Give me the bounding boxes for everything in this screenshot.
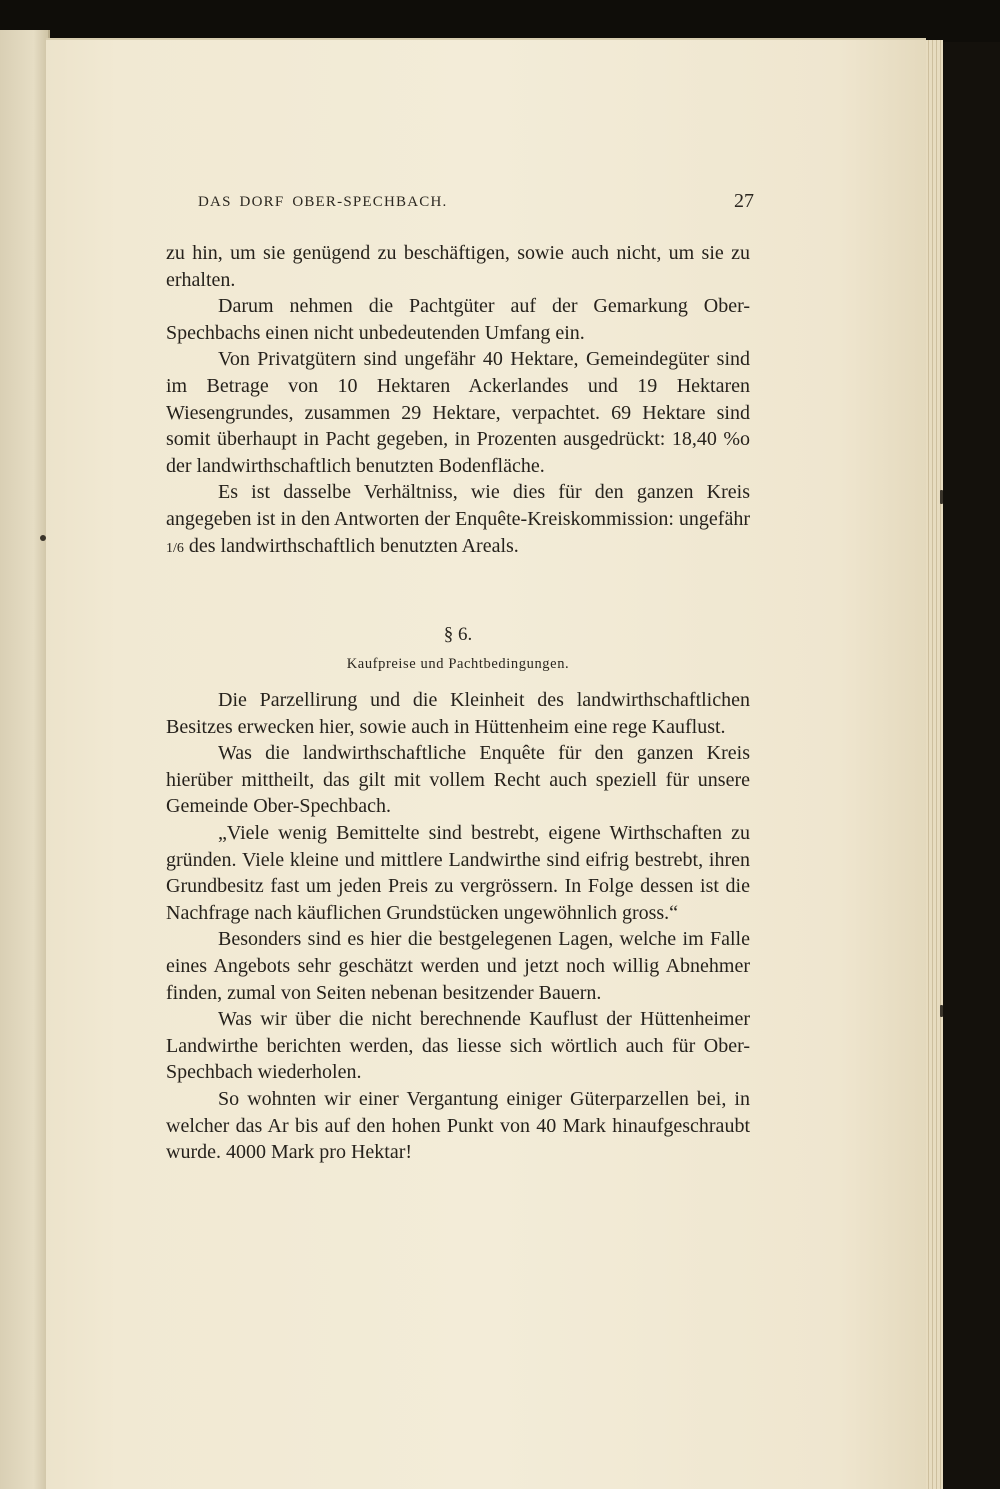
paragraph — [166, 479, 750, 562]
paragraph: So wohnten wir einer Vergantung einiger Güterparzellen bei, in welcher das Ar bis auf den hohen Punkt von 40 Mark hinaufgeschraubt wurde. 4000 Mark pro Hektar! — [166, 1087, 750, 1164]
running-title: DAS DORF OBER-SPECHBACH. — [198, 194, 448, 210]
scan-background-top — [0, 0, 1000, 42]
paragraph-text: Es ist dasselbe Verhältniss, wie dies für den ganzen Kreis angegeben ist in den Antworten der Enquête-Kreiskommission: ungefähr — [166, 481, 750, 530]
text-block-upper — [166, 240, 750, 562]
section-title: Kaufpreise und Pachtbedingungen. — [346, 656, 570, 672]
paper-speck — [940, 1005, 943, 1017]
running-head — [168, 190, 754, 218]
paper-speck — [40, 535, 46, 541]
paper-speck — [940, 490, 943, 504]
section-number: § 6. — [443, 624, 473, 645]
paragraph: „Viele wenig Bemittelte sind bestrebt, eigene Wirthschaften zu gründen. Viele kleine und mittlere Landwirthe sind eifrig bestrebt, ihren Grundbesitz fast um jeden Preis zu vergrössern. In Folge dessen ist die Nachfrage nach käuflichen Grundstücken ungewöhnlich gross.“ — [166, 821, 750, 924]
previous-page-edge — [0, 30, 50, 1489]
text-block-lower — [166, 687, 750, 1166]
paragraph: zu hin, um sie genügend zu beschäftigen, sowie auch nicht, um sie zu erhalten. — [166, 242, 750, 291]
paragraph: Die Parzellirung und die Kleinheit des landwirthschaftlichen Besitzes erwecken hier, sowie auch in Hüttenheim eine rege Kauflust. — [166, 689, 750, 738]
paragraph: Was die landwirthschaftliche Enquête für den ganzen Kreis hierüber mittheilt, das gilt mit vollem Recht auch speziell für unsere Gemeinde Ober-Spechbach. — [166, 742, 750, 818]
fraction: 1/6 — [166, 540, 184, 556]
page-number: 27 — [734, 190, 754, 212]
paragraph: Besonders sind es hier die bestgelegenen Lagen, welche im Falle eines Angebots sehr geschätzt werden und jetzt noch willig Abnehmer finden, zumal von Seiten nebenan besitzender Bauern. — [166, 928, 750, 1004]
paragraph: Darum nehmen die Pachtgüter auf der Gemarkung Ober-Spechbachs einen nicht unbedeutenden Umfang ein. — [166, 295, 750, 344]
paragraph-text: des landwirthschaftlich benutzten Areals. — [183, 534, 519, 557]
paragraph: Von Privatgütern sind ungefähr 40 Hektare, Gemeindegüter sind im Betrage von 10 Hektaren Ackerlandes und 19 Hektaren Wiesengrundes, zusammen 29 Hektare, verpachtet. 69 Hektare sind somit überhaupt in Pacht gegeben, in Prozenten ausgedrückt: 18,40 %o der landwirthschaftlich benutzten Bodenfläche. — [166, 348, 750, 477]
paragraph: Was wir über die nicht berechnende Kauflust der Hüttenheimer Landwirthe berichten werden, das liesse sich wörtlich auch für Ober-Spechbach wiederholen. — [166, 1008, 750, 1084]
